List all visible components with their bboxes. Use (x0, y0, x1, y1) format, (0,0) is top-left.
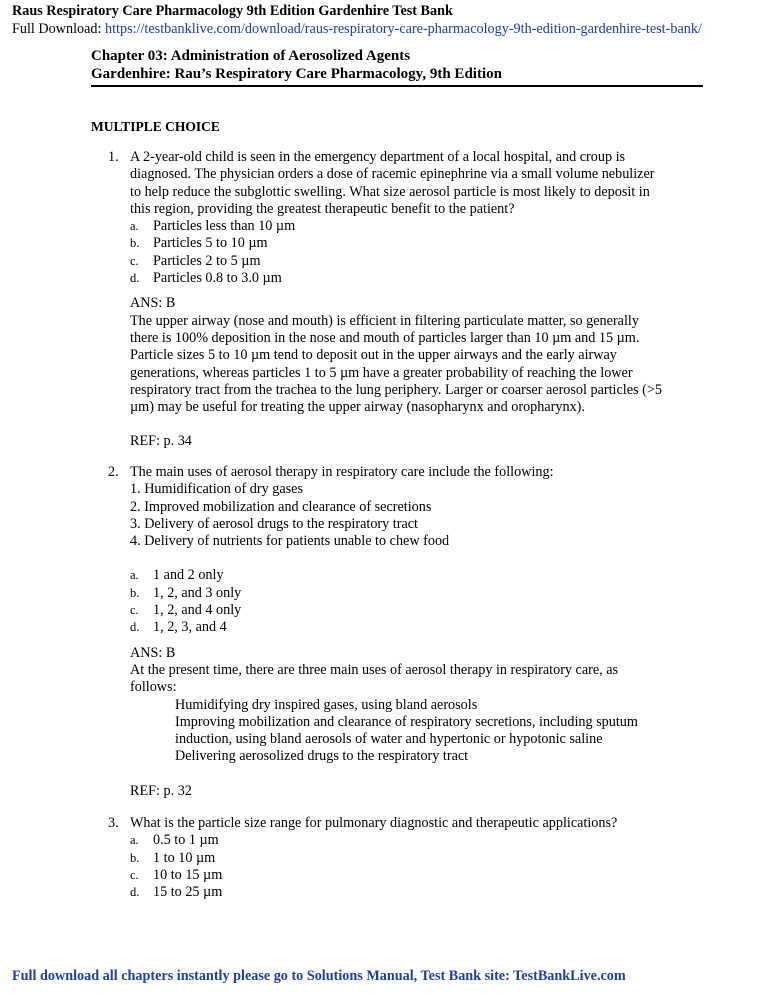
question-number: 3. (108, 815, 119, 831)
option-letter: d. (130, 620, 140, 635)
rationale-line: µm) may be useful for treating the upper airway (nasopharynx and oropharynx). (130, 399, 585, 416)
footer-promo[interactable]: Full download all chapters instantly please go to Solutions Manual, Test Bank site: TestBankLive.com (12, 968, 626, 984)
option-text: 10 to 15 µm (153, 866, 223, 883)
option-letter: d. (130, 271, 140, 286)
option-b[interactable] (130, 850, 691, 867)
rationale-line: there is 100% deposition in the nose and mouth of particles larger than 10 µm and 15 µm. (130, 329, 640, 346)
option-text: Particles less than 10 µm (153, 218, 296, 235)
option-letter: c. (130, 603, 139, 618)
rationale-line: At the present time, there are three main uses of aerosol therapy in respiratory care, as (130, 661, 619, 678)
answer-block (130, 645, 691, 800)
option-c[interactable] (130, 253, 691, 270)
option-text: 1, 2, and 4 only (153, 602, 242, 619)
option-text: 1 and 2 only (153, 567, 224, 584)
question-2 (91, 464, 691, 800)
answer-options (130, 567, 691, 636)
question-line: The main uses of aerosol therapy in respiratory care include the following: (130, 464, 554, 480)
option-text: 1, 2, 3, and 4 (153, 619, 227, 636)
option-letter: b. (130, 850, 140, 865)
option-letter: b. (130, 236, 140, 251)
chapter-heading (91, 47, 502, 83)
answer-block (130, 295, 691, 450)
option-d[interactable] (130, 619, 691, 636)
rationale-line: The upper airway (nose and mouth) is efficient in filtering particulate matter, so generally (130, 312, 639, 329)
reference: REF: p. 32 (130, 782, 192, 799)
rationale-item: Humidifying dry inspired gases, using bland aerosols (175, 696, 478, 713)
question-line: 3. Delivery of aerosol drugs to the respiratory tract (130, 515, 418, 532)
answer-key: ANS: B (130, 644, 176, 661)
chapter-title: Chapter 03: Administration of Aerosolized Agents (91, 48, 411, 64)
option-letter: a. (130, 568, 139, 583)
option-letter: b. (130, 585, 140, 600)
header-divider (91, 85, 703, 87)
question-number: 1. (108, 149, 119, 165)
option-letter: c. (130, 253, 139, 268)
option-letter: a. (130, 833, 139, 848)
rationale-list (175, 697, 691, 766)
question-line: 4. Delivery of nutrients for patients unable to chew food (130, 533, 450, 550)
option-a[interactable] (130, 218, 691, 235)
option-b[interactable] (130, 235, 691, 252)
download-line (12, 21, 702, 38)
download-link[interactable]: https://testbanklive.com/download/raus-respiratory-care-pharmacology-9th-edition-gardenhire-test-bank/ (105, 21, 702, 37)
option-text: 1 to 10 µm (153, 849, 216, 866)
option-a[interactable] (130, 832, 691, 849)
question-line: 1. Humidification of dry gases (130, 481, 303, 498)
answer-options (130, 832, 691, 901)
rationale-line: follows: (130, 679, 177, 696)
question-line: A 2-year-old child is seen in the emergency department of a local hospital, and croup is (130, 149, 626, 165)
rationale-item: induction, using bland aerosols of water and hypertonic or hypotonic saline (175, 731, 603, 748)
option-d[interactable] (130, 884, 691, 901)
question-line: to help reduce the subglottic swelling. What size aerosol particle is most likely to deposit in (130, 183, 650, 200)
question-3 (91, 815, 691, 901)
option-text: 15 to 25 µm (153, 884, 223, 901)
answer-options (130, 218, 691, 287)
rationale-line: generations, whereas particles 1 to 5 µm have a greater probability of reaching the lower (130, 364, 633, 381)
question-number: 2. (108, 464, 119, 480)
option-letter: d. (130, 885, 140, 900)
question-line: What is the particle size range for pulmonary diagnostic and therapeutic applications? (130, 815, 618, 831)
document-title: Raus Respiratory Care Pharmacology 9th Edition Gardenhire Test Bank (12, 3, 453, 19)
reference: REF: p. 34 (130, 433, 192, 450)
option-a[interactable] (130, 567, 691, 584)
option-b[interactable] (130, 585, 691, 602)
download-label: Full Download: (12, 21, 102, 37)
answer-key: ANS: B (130, 295, 176, 312)
section-heading: MULTIPLE CHOICE (91, 119, 220, 134)
book-title: Gardenhire: Rau’s Respiratory Care Pharmacology, 9th Edition (91, 66, 502, 82)
option-d[interactable] (130, 270, 691, 287)
question-line: this region, providing the greatest therapeutic benefit to the patient? (130, 200, 515, 217)
question-text (130, 464, 691, 550)
option-c[interactable] (130, 867, 691, 884)
option-text: 0.5 to 1 µm (153, 832, 219, 849)
option-text: Particles 0.8 to 3.0 µm (153, 270, 282, 287)
rationale-item: Delivering aerosolized drugs to the respiratory tract (175, 748, 469, 765)
option-text: Particles 5 to 10 µm (153, 235, 268, 252)
question-1 (91, 149, 691, 451)
question-line: diagnosed. The physician orders a dose of racemic epinephrine via a small volume nebulizer (130, 166, 655, 183)
question-text (130, 149, 691, 218)
option-text: 1, 2, and 3 only (153, 584, 242, 601)
question-text (130, 815, 691, 832)
option-letter: c. (130, 867, 139, 882)
rationale-line: respiratory tract from the trachea to the lung periphery. Larger or coarser aerosol particles (>5 (130, 381, 662, 398)
option-letter: a. (130, 219, 139, 234)
question-line: 2. Improved mobilization and clearance of secretions (130, 498, 432, 515)
rationale-line: Particle sizes 5 to 10 µm tend to deposit out in the upper airways and the early airway (130, 347, 617, 364)
option-c[interactable] (130, 602, 691, 619)
rationale-item: Improving mobilization and clearance of respiratory secretions, including sputum (175, 713, 638, 730)
option-text: Particles 2 to 5 µm (153, 252, 261, 269)
